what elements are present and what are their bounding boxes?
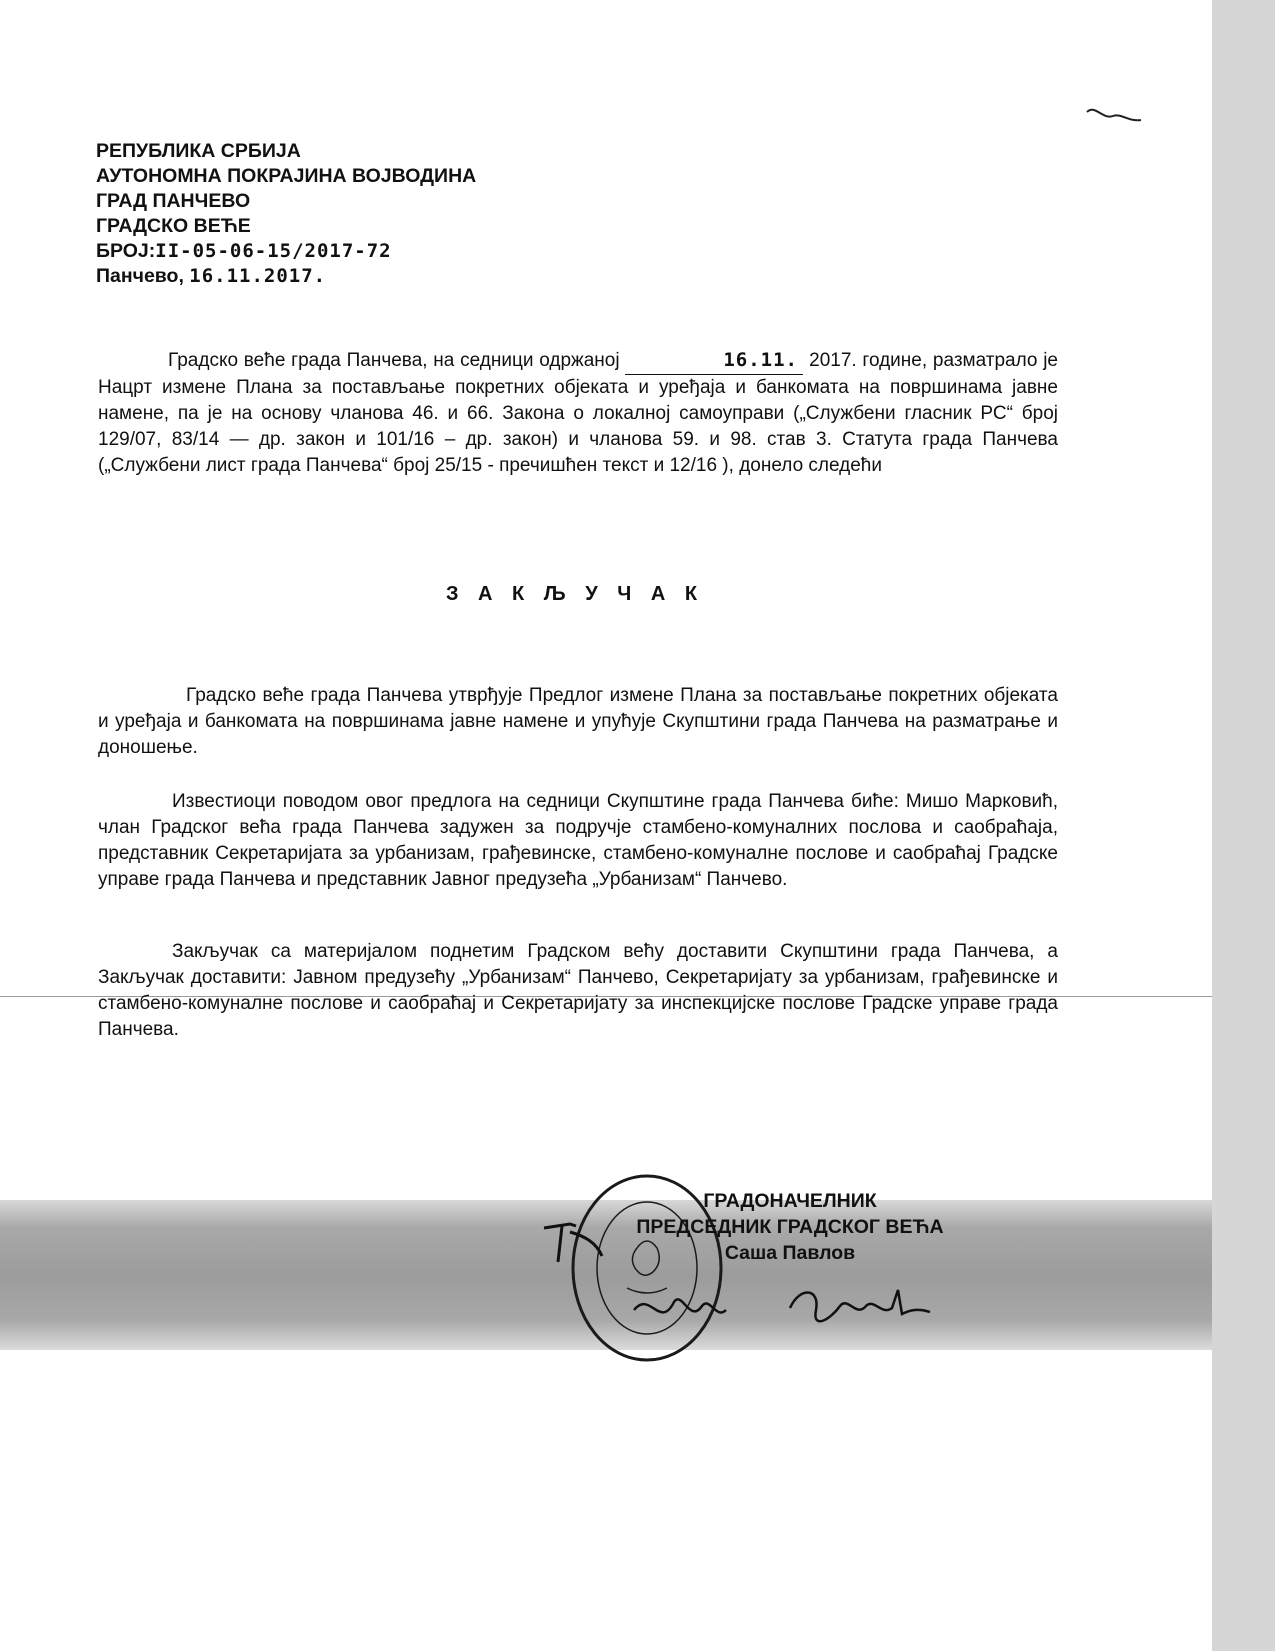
header-place-date	[96, 264, 476, 289]
header-city: ГРАД ПАНЧЕВО	[96, 190, 251, 212]
date-blank	[625, 347, 803, 375]
header-province: АУТОНОМНА ПОКРАЈИНА ВОЈВОДИНА	[96, 165, 477, 187]
scan-edge	[1212, 0, 1275, 1651]
document-header	[96, 139, 476, 289]
handwritten-signature	[630, 1280, 950, 1340]
header-republic: РЕПУБЛИКА СРБИЈА	[96, 140, 301, 162]
paragraph-1: Градско веће града Панчева утврђује Предлог измене Плана за постављање покретних објеката и уређаја и банкомата на површинама јавне намене и упућује Скупштини града Панчева на разматрање и доношење.	[98, 685, 1058, 758]
place-label: Панчево,	[96, 265, 184, 287]
number-value: II-05-06-15/2017-72	[155, 240, 392, 262]
handwritten-mark-left	[540, 1218, 610, 1268]
intro-after-blank: 2017. године, разматрало је Нацрт измене Плана за постављање покретних објеката и уређаја и банкомата на површинама јавне намене, па је на основу чланова 46. и 66. Закона о локалној самоуправи („Службени гласник РС“ број 129/07, 83/14 — др. закон и 101/16 – др. закон) и чланова 59. и 98. став 3. Статута града Панчева („Службени лист града Панчева“ број 25/15 - пречишћен текст и 12/16 ), донело следећи	[98, 350, 1058, 476]
place-date: 16.11.2017.	[189, 265, 327, 287]
signature-block	[600, 1188, 980, 1266]
signature-name: Саша Павлов	[724, 1242, 856, 1264]
number-label: БРОЈ:	[96, 240, 156, 262]
header-number	[96, 239, 476, 264]
paragraph-2: Известиоци поводом овог предлога на седници Скупштине града Панчева биће: Мишо Марковић, члан Градског већа града Панчева задужен за подручје стамбено-комуналних послова и саобраћаја, представник Секретаријата за урбанизам, грађевинске, стамбено-комуналне послове и саобраћај Градске управе града Панчева и представник Јавног предузећа „Урбанизам“ Панчево.	[98, 791, 1058, 890]
signature-title-president: ПРЕДСЕДНИК ГРАДСКОГ ВЕЋА	[636, 1216, 944, 1238]
date-blank-value: 16.11.	[723, 349, 798, 371]
intro-paragraph	[98, 347, 1058, 479]
header-council: ГРАДСКО ВЕЋЕ	[96, 215, 251, 237]
document-title: З А К Љ У Ч А К	[445, 583, 705, 605]
corner-mark	[1085, 100, 1145, 130]
intro-before-blank: Градско веће града Панчева, на седници одржаној	[168, 350, 620, 371]
paragraph-3: Закључак са материјалом поднетим Градском већу доставити Скупштини града Панчева, а Закључак доставити: Јавном предузећу „Урбанизам“ Панчево, Секретаријату за урбанизам, грађевинске и стамбено-комуналне послове и саобраћај и Секретаријату за инспекцијске послове Градске управе града Панчева.	[98, 941, 1058, 1040]
signature-title-mayor: ГРАДОНАЧЕЛНИК	[703, 1190, 877, 1212]
